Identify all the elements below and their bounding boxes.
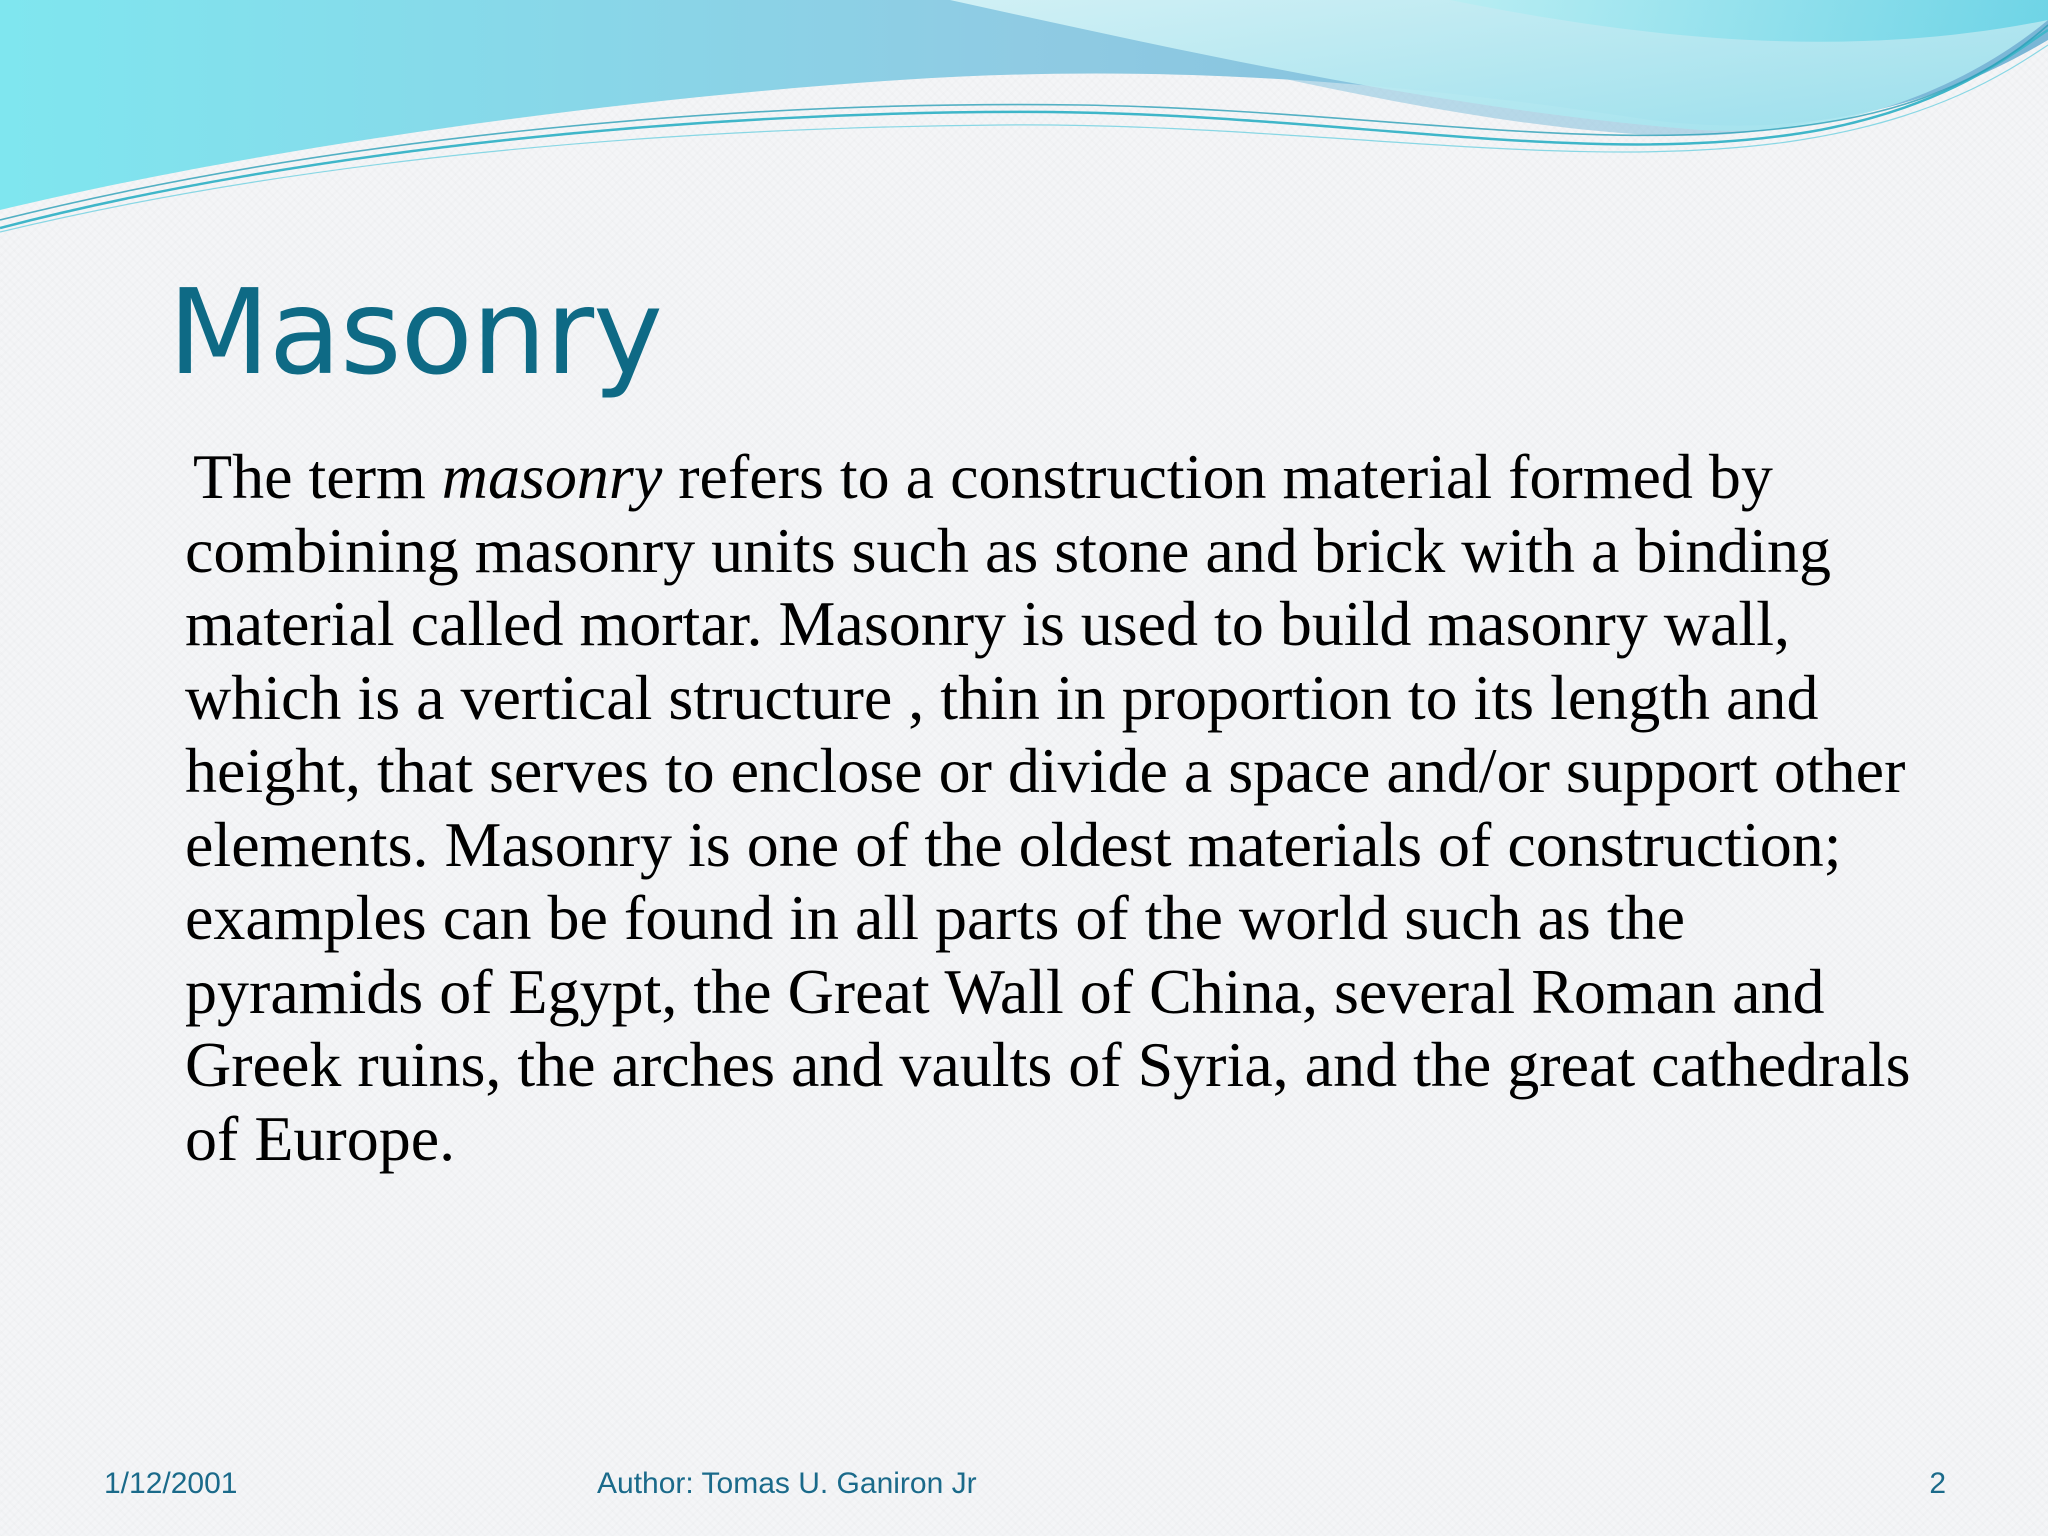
footer-page-number: 2 bbox=[1929, 1467, 1946, 1500]
body-emphasis-term: masonry bbox=[441, 441, 663, 512]
footer-date: 1/12/2001 bbox=[104, 1467, 238, 1500]
footer-author: Author: Tomas U. Ganiron Jr bbox=[597, 1467, 977, 1500]
body-intro-text: The term bbox=[193, 441, 442, 512]
header-wave-decoration bbox=[0, 0, 2048, 240]
body-main-text: refers to a construction material formed by combining masonry units such as stone and brick with a binding material called mortar. Masonry is used to build masonry wall, which is a vertical structure , thin in proportion to its length and height, that serves to enclose or divide a space and/or support other elements. Masonry is one of the oldest materials of construction; examples can be found in all parts of the world such as the pyramids of Egypt, the Great Wall of China, several Roman and Greek ruins, the arches and vaults of Syria, and the great cathedrals of Europe. bbox=[185, 441, 1911, 1174]
slide-title: Masonry bbox=[168, 263, 662, 401]
slide-body-paragraph bbox=[185, 440, 1935, 1175]
